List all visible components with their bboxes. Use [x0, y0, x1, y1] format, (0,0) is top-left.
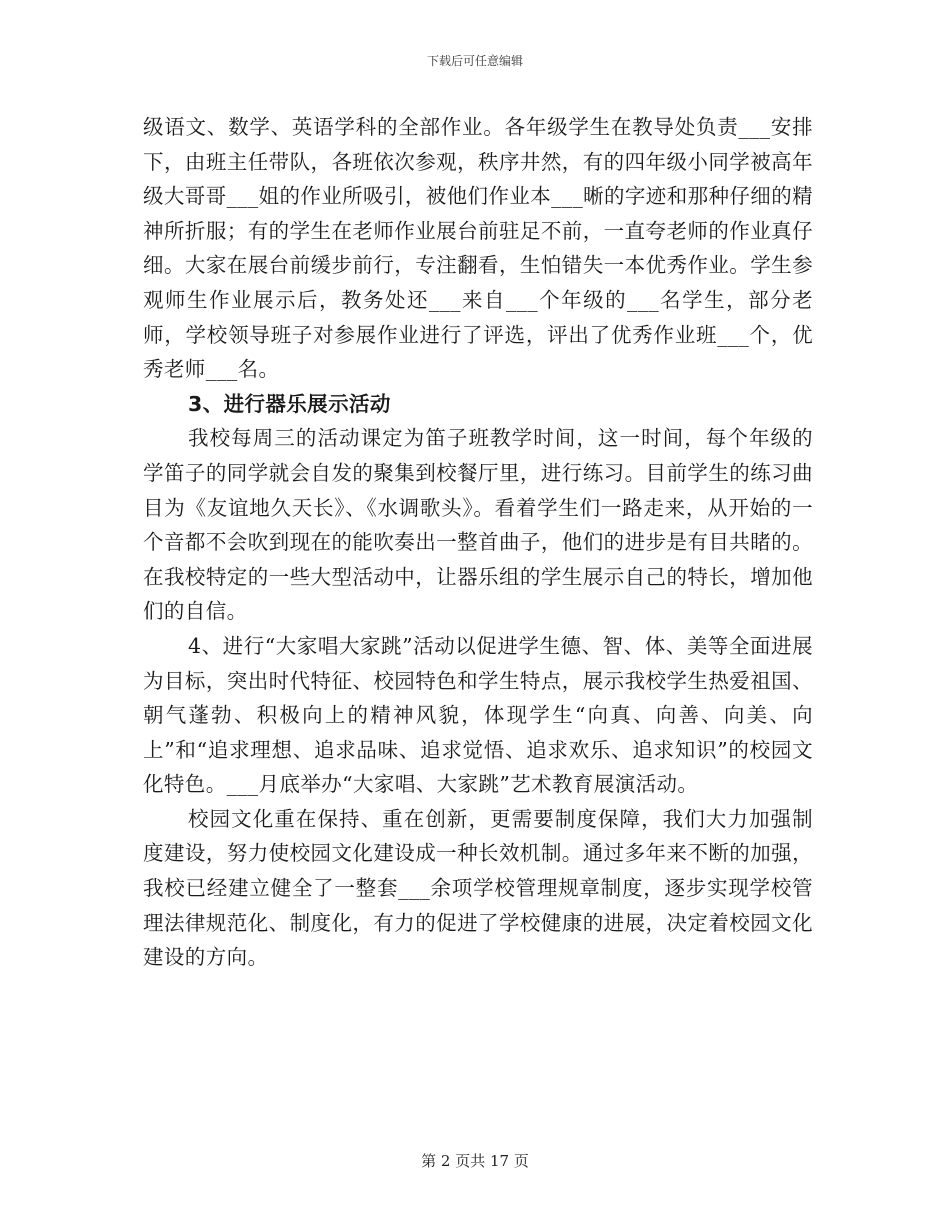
paragraph-system-building: 校园文化重在保持、重在创新，更需要制度保障，我们大力加强制度建设，努力使校园文化建设成一种长效机制。通过多年来不断的加强，我校已经建立健全了一整套___余项学校管理规章制度，逐步实现学校管理法律规范化、制度化，有力的促进了学校健康的进展，决定着校园文化建设的方向。	[143, 806, 813, 970]
paragraph-sing-dance: 4、进行“大家唱大家跳”活动以促进学生德、智、体、美等全面进展为目标，突出时代特征、校园特色和学生特点，展示我校学生热爱祖国、朝气蓬勃、积极向上的精神风貌，体现学生“向真、向善、向美、向上”和“追求理想、追求品味、追求觉悟、追求欢乐、追求知识”的校园文化特色。___月底举办“大家唱、大家跳”艺术教育展演活动。	[143, 633, 813, 797]
document-body	[143, 110, 813, 975]
page-number: 第 2 页共 17 页	[421, 1152, 529, 1170]
page-header: 下载后可任意编辑	[426, 54, 523, 68]
paragraph-instrumental: 我校每周三的活动课定为笛子班教学时间，这一时间，每个年级的学笛子的同学就会自发的聚集到校餐厅里，进行练习。目前学生的练习曲目为《友谊地久天长》、《水调歌头》。看着学生们一路走来，从开始的一个音都不会吹到现在的能吹奏出一整首曲子，他们的进步是有目共睹的。在我校特定的一些大型活动中，让器乐组的学生展示自己的特长，增加他们的自信。	[143, 426, 813, 624]
paragraph-continued: 级语文、数学、英语学科的全部作业。各年级学生在教导处负责___安排下，由班主任带队，各班依次参观，秩序井然，有的四年级小同学被高年级大哥哥___姐的作业所吸引，被他们作业本___晰的字迹和那种仔细的精神所折服；有的学生在老师作业展台前驻足不前，一直夸老师的作业真仔细。大家在展台前缓步前行，专注翻看，生怕错失一本优秀作业。学生参观师生作业展示后，教务处还___来自___个年级的___名学生，部分老师，学校领导班子对参展作业进行了评选，评出了优秀作业班___个，优秀老师___名。	[143, 115, 813, 382]
section-heading-3: 3、进行器乐展示活动	[188, 391, 391, 416]
